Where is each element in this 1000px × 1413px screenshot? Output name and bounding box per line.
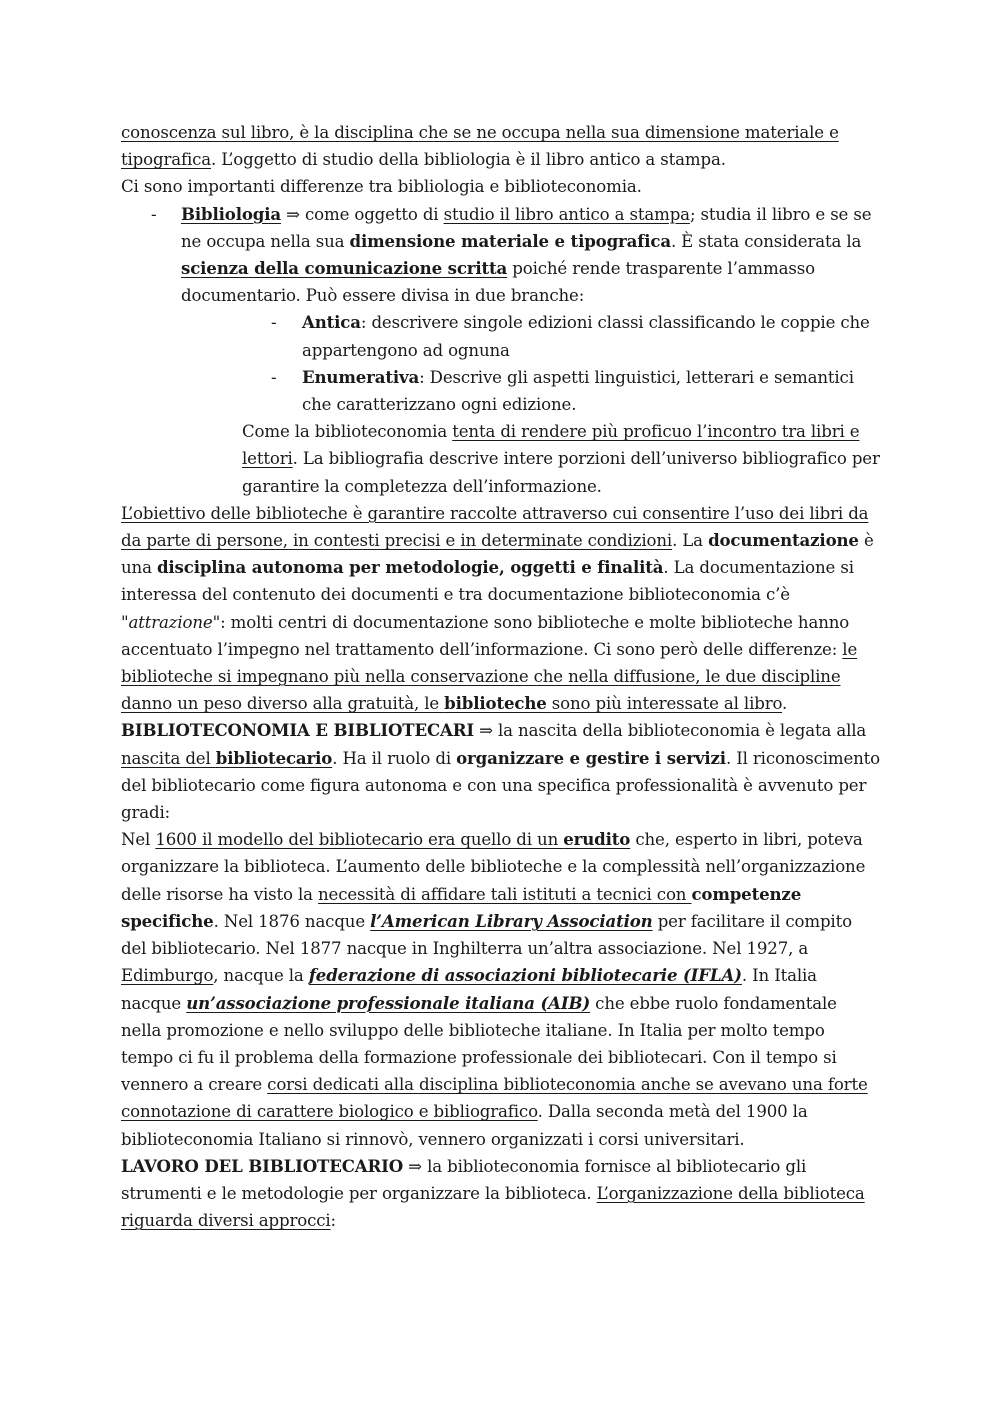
text: . La bibliografia descrive intere porzioni dell’universo bibliografico per garantire la completezza dell’informazione. xyxy=(242,449,880,496)
text: ⇒ la biblioteconomia fornisce al bibliotecario gli strumenti e le metodologie per organizzare la biblioteca. xyxy=(121,1156,807,1203)
text: per facilitare il compito del bibliotecario. Nel 1877 nacque in Inghilterra un’altra associazione. Nel 1927, a xyxy=(121,911,852,959)
paragraph-intro xyxy=(121,119,881,173)
text: che, esperto in libri, poteva organizzare la biblioteca. L’aumento delle biblioteche e la complessità nell’organizzazione delle risorse ha visto la xyxy=(121,830,866,904)
text: ; studia il libro e se se ne occupa nella sua xyxy=(181,204,872,251)
paragraph-biblioteconomia-bibliotecari xyxy=(121,717,881,826)
term-antica: Antica xyxy=(302,312,361,333)
section-heading: LAVORO DEL BIBLIOTECARIO xyxy=(121,1155,404,1176)
text: ⇒ la nascita della biblioteconomia è legata alla xyxy=(474,721,867,741)
text: ": molti centri di documentazione sono biblioteche e molte biblioteche hanno accentuato l’impegno nel trattamento dell’informazione. Ci sono però delle differenze: xyxy=(121,612,850,659)
text: . xyxy=(782,694,788,714)
text: . È stata considerata la xyxy=(670,231,862,251)
sub-list-item-antica xyxy=(121,309,881,363)
section-heading: BIBLIOTECONOMIA E BIBLIOTECARI xyxy=(121,720,475,741)
bold-italic-underlined-text: l’American Library Association xyxy=(370,910,653,931)
bold-italic-underlined-text: federazione di associazioni bibliotecarie (IFLA) xyxy=(308,965,742,986)
text: . Nel 1876 nacque xyxy=(213,911,371,931)
paragraph-continuation xyxy=(121,418,881,500)
paragraph-lavoro-bibliotecario xyxy=(121,1153,881,1235)
underlined-text: L’organizzazione della biblioteca riguarda diversi approcci xyxy=(121,1183,865,1231)
text: Nel xyxy=(121,830,156,850)
term-bibliologia: Bibliologia xyxy=(181,203,281,224)
bold-underlined-text: erudito xyxy=(563,829,631,850)
bullet-dash: - xyxy=(271,313,277,333)
underlined-text: nascita del xyxy=(121,748,216,768)
text: , nacque la xyxy=(213,966,309,986)
text: : xyxy=(330,1211,336,1231)
bold-text: disciplina autonoma per metodologie, oggetti e finalità xyxy=(156,557,664,578)
bold-underlined-text: biblioteche xyxy=(444,693,547,714)
text: : descrivere singole edizioni classi classificando le coppie che appartengono ad ognuna xyxy=(302,313,870,360)
bold-underlined-text: scienza della comunicazione scritta xyxy=(181,258,508,279)
bullet-dash: - xyxy=(271,367,277,387)
bullet-dash: - xyxy=(151,204,157,224)
text: . In Italia nacque xyxy=(121,966,817,1013)
bold-text: competenze specifiche xyxy=(121,883,802,931)
text: . Ha il ruolo di xyxy=(332,748,457,768)
text: Come la biblioteconomia xyxy=(242,422,453,442)
underlined-text: studio il libro antico a stampa xyxy=(443,204,690,224)
text: ⇒ come oggetto di xyxy=(281,204,444,224)
list-item-bibliologia xyxy=(121,201,881,310)
underlined-text: sono più interessate al libro xyxy=(546,694,783,714)
paragraph-storia xyxy=(121,826,881,1152)
sub-list-item-enumerativa xyxy=(121,364,881,418)
text: è una xyxy=(121,531,874,578)
underlined-text: necessità di affidare tali istituti a tecnici con xyxy=(318,884,692,904)
bold-text: organizzare e gestire i servizi xyxy=(456,747,726,768)
italic-text: attrazione xyxy=(128,612,213,632)
underlined-text: tenta di rendere più proficuo l’incontro tra libri e lettori xyxy=(242,422,860,469)
underlined-text: conoscenza sul libro, è la disciplina che se ne occupa nella sua dimensione materiale e tipografica xyxy=(121,123,839,170)
underlined-text: le biblioteche si impegnano più nella conservazione che nella diffusione, le due discipline danno un peso diverso alla gratuità, le xyxy=(121,639,858,714)
text: che ebbe ruolo fondamentale nella promozione e nello sviluppo delle biblioteche italiane. In Italia per molto tempo tempo ci fu il problema della formazione professionale dei bibliotecari. Con il tempo si vennero a creare xyxy=(121,993,837,1095)
bold-italic-underlined-text: un’associazione professionale italiana (AIB) xyxy=(186,992,591,1013)
text: . La xyxy=(672,531,709,551)
bold-underlined-text: bibliotecario xyxy=(215,747,333,768)
text: . Il riconoscimento del bibliotecario come figura autonoma e con una specifica professionalità è avvenuto per gradi: xyxy=(121,748,881,823)
text: poiché rende trasparente l’ammasso documentario. Può essere divisa in due branche: xyxy=(181,259,815,306)
document-page xyxy=(121,119,881,1234)
underlined-text: corsi dedicati alla disciplina biblioteconomia anche se avevano una forte connotazione di carattere biologico e bibliografico xyxy=(121,1075,868,1122)
bold-text: documentazione xyxy=(708,530,859,551)
text: . L’oggetto di studio della bibliologia è il libro antico a stampa. xyxy=(211,150,726,170)
text: : Descrive gli aspetti linguistici, letterari e semantici che caratterizzano ogni edizione. xyxy=(302,367,854,415)
paragraph-differences: Ci sono importanti differenze tra bibliologia e biblioteconomia. xyxy=(121,177,642,197)
underlined-text: L’obiettivo delle biblioteche è garantire raccolte attraverso cui consentire l’uso dei libri da da parte di persone, in contesti precisi e in determinate condizioni xyxy=(121,503,869,551)
paragraph-obiettivo xyxy=(121,500,881,718)
bold-text: dimensione materiale e tipografica xyxy=(349,230,671,251)
underlined-text: Edimburgo xyxy=(121,966,214,986)
term-enumerativa: Enumerativa xyxy=(302,366,420,387)
text: . La documentazione si interessa del contenuto dei documenti e tra documentazione biblioteconomia c’è " xyxy=(121,558,854,632)
underlined-text: 1600 il modello del bibliotecario era quello di un xyxy=(155,830,564,850)
text: . Dalla seconda metà del 1900 la biblioteconomia Italiano si rinnovò, vennero organizzati i corsi universitari. xyxy=(121,1102,808,1149)
